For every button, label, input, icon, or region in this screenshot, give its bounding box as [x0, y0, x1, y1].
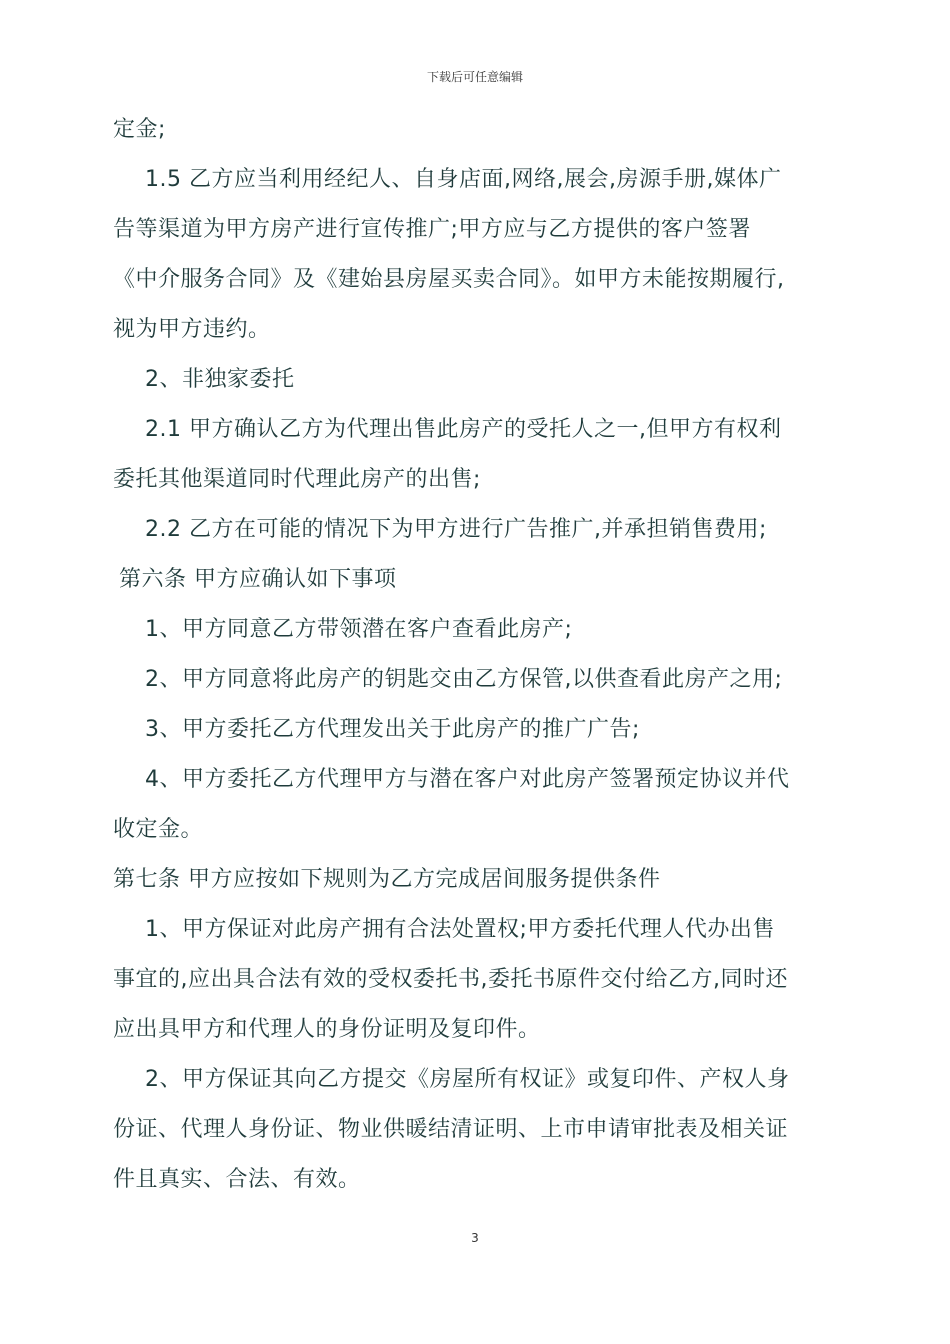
- article-7-item-2: 2、甲方保证其向乙方提交《房屋所有权证》或复印件、产权人身: [145, 1067, 790, 1092]
- text-line: 件且真实、合法、有效。: [113, 1167, 361, 1192]
- article-6-item-4: 4、甲方委托乙方代理甲方与潜在客户对此房产签署预定协议并代: [145, 767, 790, 792]
- article-6-item-3: 3、甲方委托乙方代理发出关于此房产的推广广告;: [145, 717, 640, 742]
- text-line: 事宜的,应出具合法有效的受权委托书,委托书原件交付给乙方,同时还: [113, 967, 788, 992]
- article-7-item-1: 1、甲方保证对此房产拥有合法处置权;甲方委托代理人代办出售: [145, 917, 775, 942]
- text-line: 告等渠道为甲方房产进行宣传推广;甲方应与乙方提供的客户签署: [113, 217, 751, 242]
- article-6-item-1: 1、甲方同意乙方带领潜在客户查看此房产;: [145, 617, 573, 642]
- clause-2-1: 2.1 甲方确认乙方为代理出售此房产的受托人之一,但甲方有权利: [145, 417, 782, 442]
- article-6-heading: 第六条 甲方应确认如下事项: [119, 567, 397, 592]
- clause-2-heading: 2、非独家委托: [145, 367, 295, 392]
- clause-2-2: 2.2 乙方在可能的情况下为甲方进行广告推广,并承担销售费用;: [145, 517, 767, 542]
- text-line: 应出具甲方和代理人的身份证明及复印件。: [113, 1017, 541, 1042]
- article-6-item-2: 2、甲方同意将此房产的钥匙交由乙方保管,以供查看此房产之用;: [145, 667, 783, 692]
- text-line: 《中介服务合同》及《建始县房屋买卖合同》。如甲方未能按期履行,: [113, 267, 785, 292]
- page-number: 3: [471, 1231, 479, 1245]
- text-line: 视为甲方违约。: [113, 317, 271, 342]
- page-header: 下载后可任意编辑: [426, 70, 523, 84]
- article-7-heading: 第七条 甲方应按如下规则为乙方完成居间服务提供条件: [113, 867, 661, 892]
- text-line: 份证、代理人身份证、物业供暖结清证明、上市申请审批表及相关证: [113, 1117, 789, 1142]
- document-body: [113, 105, 843, 1205]
- text-line: 收定金。: [113, 817, 204, 842]
- clause-1-5: 1.5 乙方应当利用经纪人、自身店面,网络,展会,房源手册,媒体广: [145, 167, 782, 192]
- text-line: 委托其他渠道同时代理此房产的出售;: [113, 467, 481, 492]
- text-line: 定金;: [113, 117, 166, 142]
